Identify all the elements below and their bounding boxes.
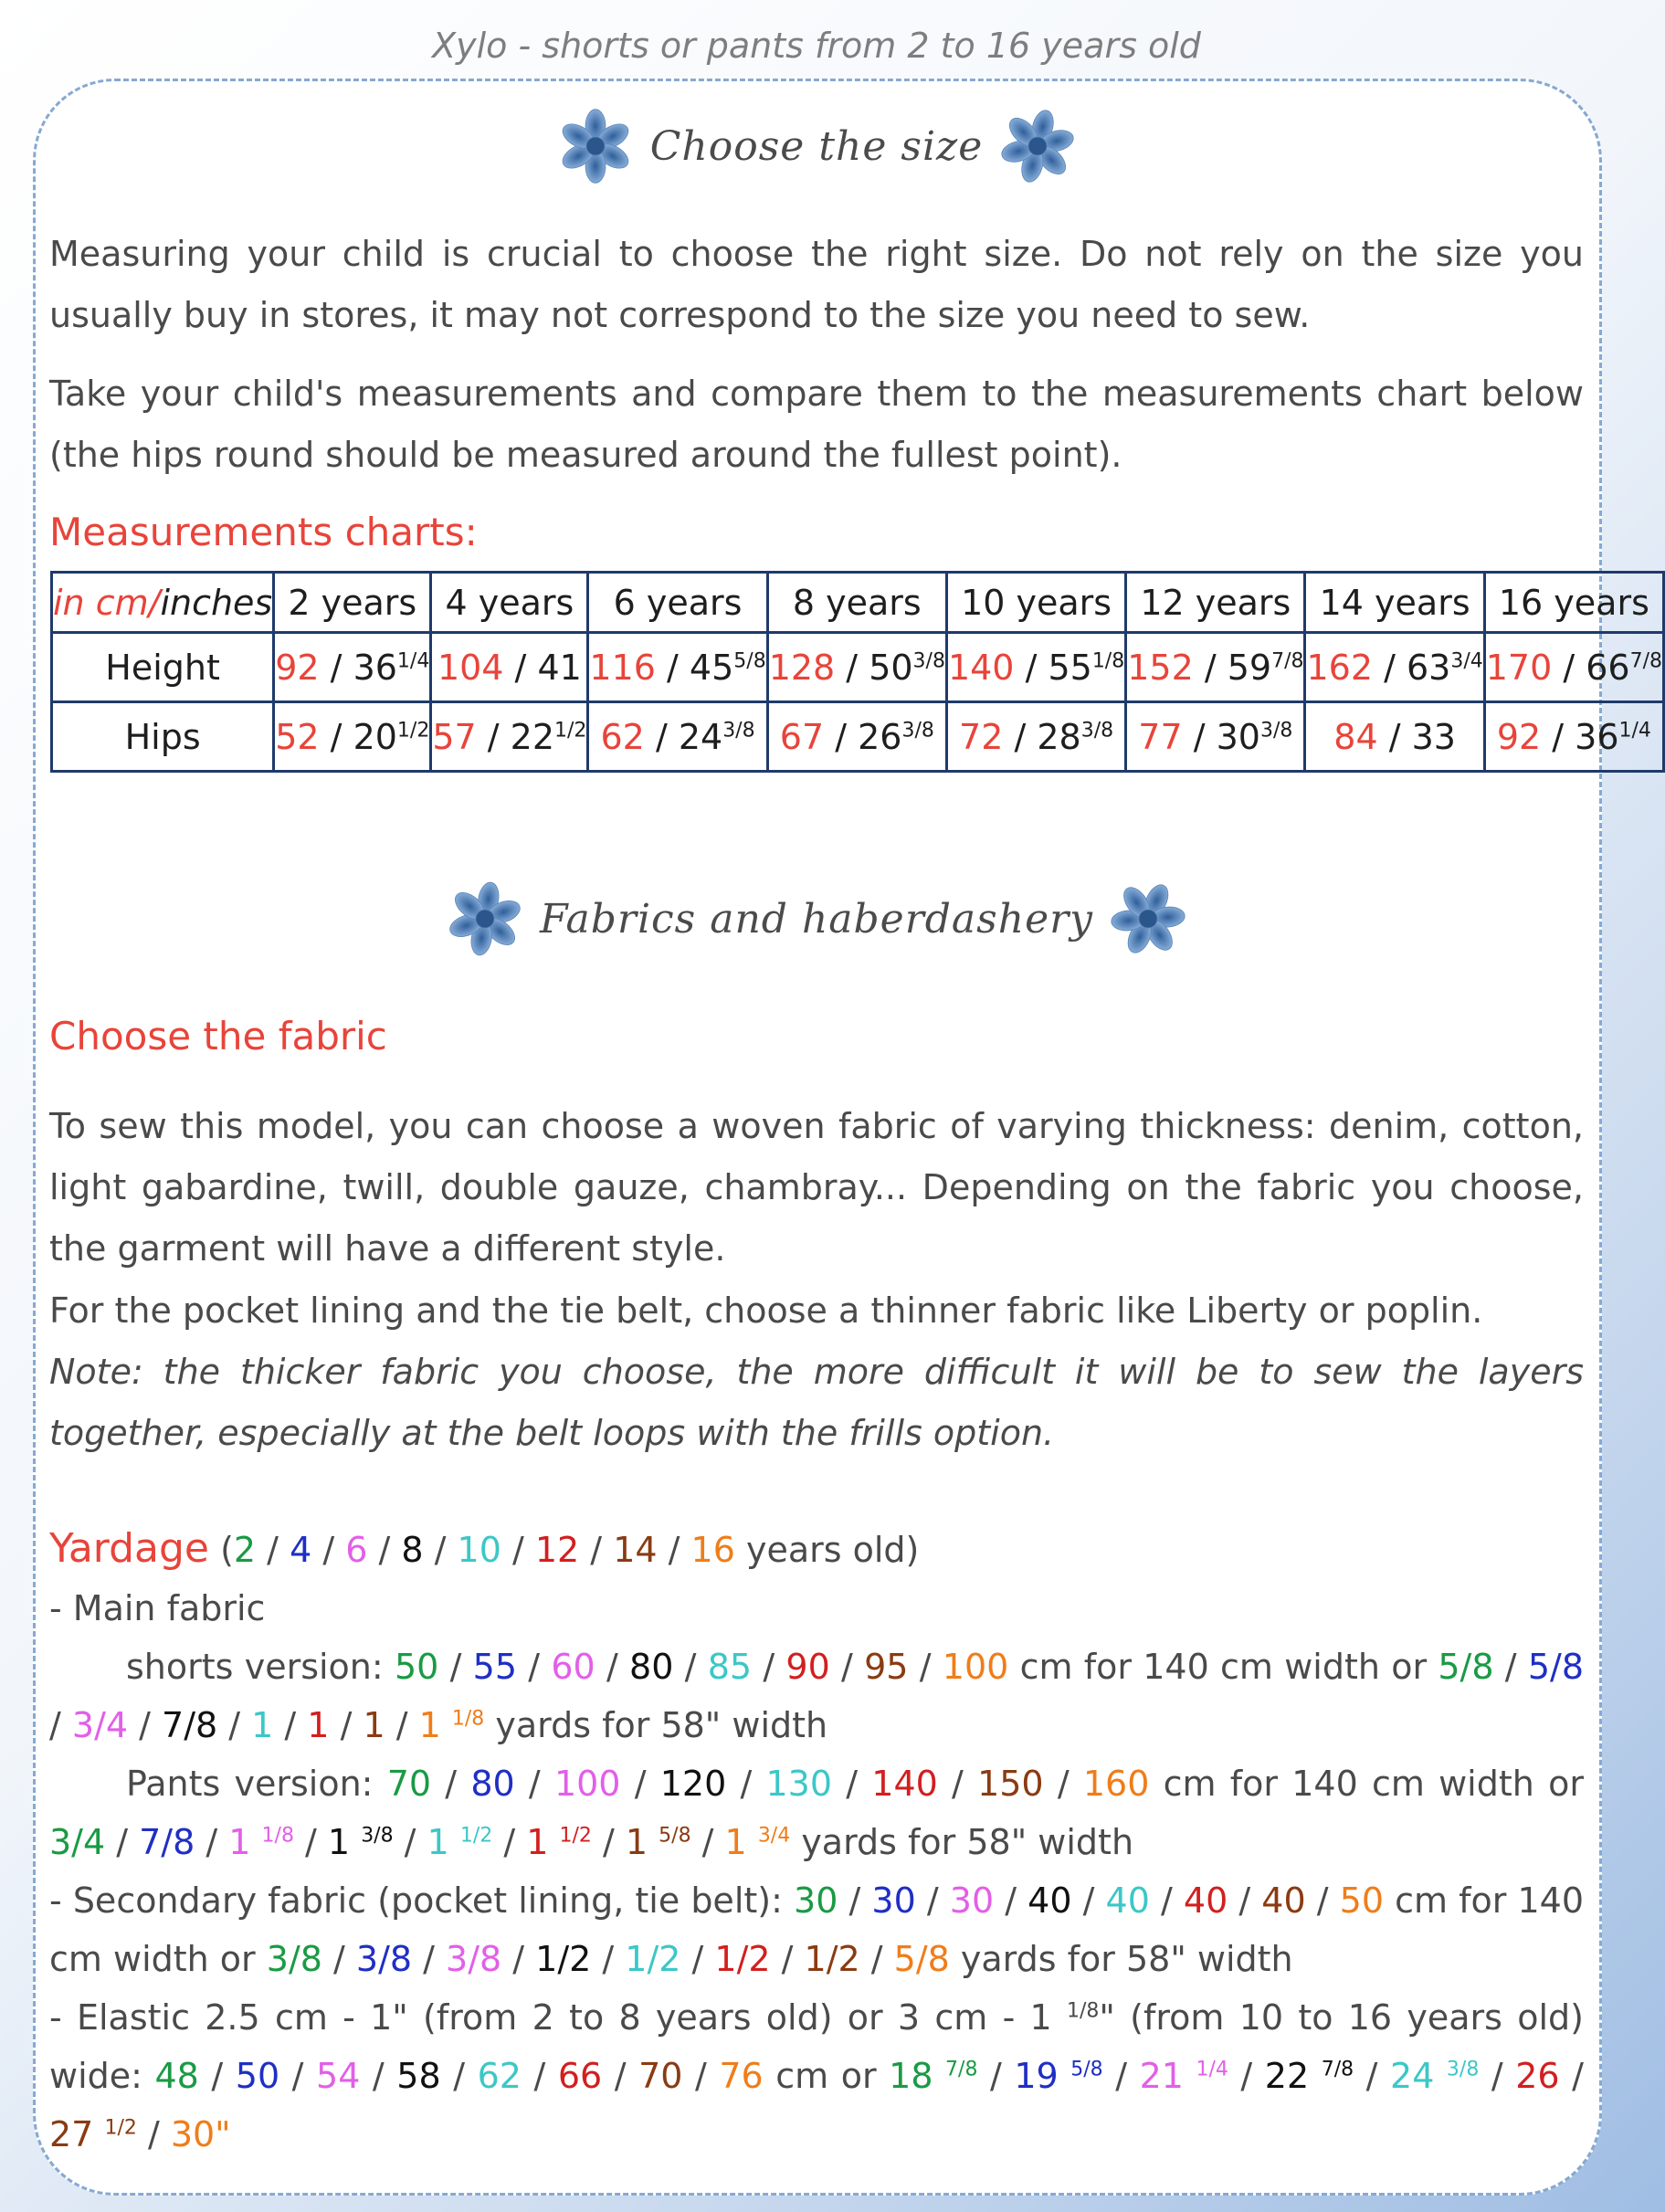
column-header: 12 years xyxy=(1126,573,1305,633)
column-header: 8 years xyxy=(767,573,946,633)
table-corner-cell xyxy=(52,573,274,633)
blue-flower-icon xyxy=(447,880,523,957)
table-cell: $92 / 36^{1/4}$ xyxy=(1484,702,1663,772)
table-cell: $57 / 22^{1/2}$ xyxy=(431,702,588,772)
table-cell: $128 / 50^{3/8}$ xyxy=(767,633,946,702)
column-header: 6 years xyxy=(588,573,767,633)
yardage-block xyxy=(49,1520,1584,2164)
column-header: 2 years xyxy=(274,573,431,633)
table-cell: 104 / 41 xyxy=(431,633,588,702)
unit-cm-label: in cm/ xyxy=(53,582,161,623)
pants-version-line: Pants version: 70 / 80 / 100 / 120 / 130 / 140 / 150 / 160 cm for 140 cm width or 3/4 / 7/8 / 1 $^{1/8}$ / 1 $^{3/8}$ / 1 $^{1/2}$ / 1 $^{1/2}$ / 1 $^{5/8}$ / 1 $^{3/4}$ yards for 58" width xyxy=(49,1764,1584,1862)
table-cell: $77 / 30^{3/8}$ xyxy=(1126,702,1305,772)
blue-flower-icon xyxy=(999,108,1076,184)
row-label: Height xyxy=(52,633,274,702)
size-paragraph-2: Take your child's measurements and compare them to the measurements chart below (the hips round should be measured around the fullest point). xyxy=(49,374,1584,475)
table-row-height xyxy=(52,633,1664,702)
table-cell: $67 / 26^{3/8}$ xyxy=(767,702,946,772)
column-header: 4 years xyxy=(431,573,588,633)
table-cell: $62 / 24^{3/8}$ xyxy=(588,702,767,772)
size-paragraph-1: Measuring your child is crucial to choose the right size. Do not rely on the size you usually buy in stores, it may not correspond to the size you need to sew. xyxy=(49,234,1584,335)
table-cell: $152 / 59^{7/8}$ xyxy=(1126,633,1305,702)
table-row-hips xyxy=(52,702,1664,772)
column-header: 14 years xyxy=(1305,573,1484,633)
main-fabric-label: - Main fabric xyxy=(49,1588,266,1628)
yardage-title-line: Yardage (2 / 4 / 6 / 8 / 10 / 12 / 14 / 16 years old) xyxy=(49,1525,920,1572)
section-title-fabrics-label: Fabrics and haberdashery xyxy=(539,895,1094,943)
measurements-table xyxy=(50,571,1665,773)
table-cell: $170 / 66^{7/8}$ xyxy=(1484,633,1663,702)
document-header-title: Xylo - shorts or pants from 2 to 16 years old xyxy=(432,26,1201,66)
column-header: 10 years xyxy=(946,573,1125,633)
secondary-fabric-line: - Secondary fabric (pocket lining, tie belt): 30 / 30 / 30 / 40 / 40 / 40 / 40 / 50 cm for 140 cm width or 3/8 / 3/8 / 3/8 / 1/2 / 1/2 / 1/2 / 1/2 / 5/8 yards for 58" width xyxy=(49,1880,1584,1979)
elastic-line: - Elastic 2.5 cm - 1" (from 2 to 8 years old) or 3 cm - 1 $^{1/8}$" (from 10 to 16 years old) wide: 48 / 50 / 54 / 58 / 62 / 66 / 70 / 76 cm or 18 $^{7/8}$ / 19 $^{5/8}$ / 21 $^{1/4}$ / 22 $^{7/8}$ / 24 $^{3/8}$ / 26 / 27 $^{1/2}$ / 30" xyxy=(49,1997,1584,2154)
table-cell: $140 / 55^{1/8}$ xyxy=(946,633,1125,702)
section-title-size xyxy=(0,108,1633,184)
column-header: 16 years xyxy=(1484,573,1663,633)
fabric-note: Note: the thicker fabric you choose, the more difficult it will be to sew the layers together, especially at the belt loops with the frills option. xyxy=(49,1352,1584,1453)
section-title-size-label: Choose the size xyxy=(649,122,984,170)
choose-fabric-heading: Choose the fabric xyxy=(49,1014,387,1059)
blue-flower-icon xyxy=(557,108,634,184)
table-cell: $162 / 63^{3/4}$ xyxy=(1305,633,1484,702)
table-cell: $92 / 36^{1/4}$ xyxy=(274,633,431,702)
table-cell: $52 / 20^{1/2}$ xyxy=(274,702,431,772)
table-cell: 84 / 33 xyxy=(1305,702,1484,772)
unit-inches-label: inches xyxy=(160,582,273,623)
shorts-version-line: shorts version: 50 / 55 / 60 / 80 / 85 / 90 / 95 / 100 cm for 140 cm width or 5/8 / 5/8 / 3/4 / 7/8 / 1 / 1 / 1 / 1 $^{1/8}$ yards for 58" width xyxy=(49,1647,1584,1745)
table-header-row xyxy=(52,573,1664,633)
blue-flower-icon xyxy=(1110,880,1186,957)
row-label: Hips xyxy=(52,702,274,772)
fabric-paragraph-1: To sew this model, you can choose a woven fabric of varying thickness: denim, cotton, light gabardine, twill, double gauze, chambray... Depending on the fabric you choose, the garment will have a different style. xyxy=(49,1106,1584,1269)
section-title-fabrics xyxy=(0,880,1633,957)
measurements-heading: Measurements charts: xyxy=(49,510,478,554)
table-cell: $116 / 45^{5/8}$ xyxy=(588,633,767,702)
fabric-paragraph-2: For the pocket lining and the tie belt, choose a thinner fabric like Liberty or poplin. xyxy=(49,1290,1483,1331)
yardage-title: Yardage xyxy=(49,1525,209,1572)
table-cell: $72 / 28^{3/8}$ xyxy=(946,702,1125,772)
